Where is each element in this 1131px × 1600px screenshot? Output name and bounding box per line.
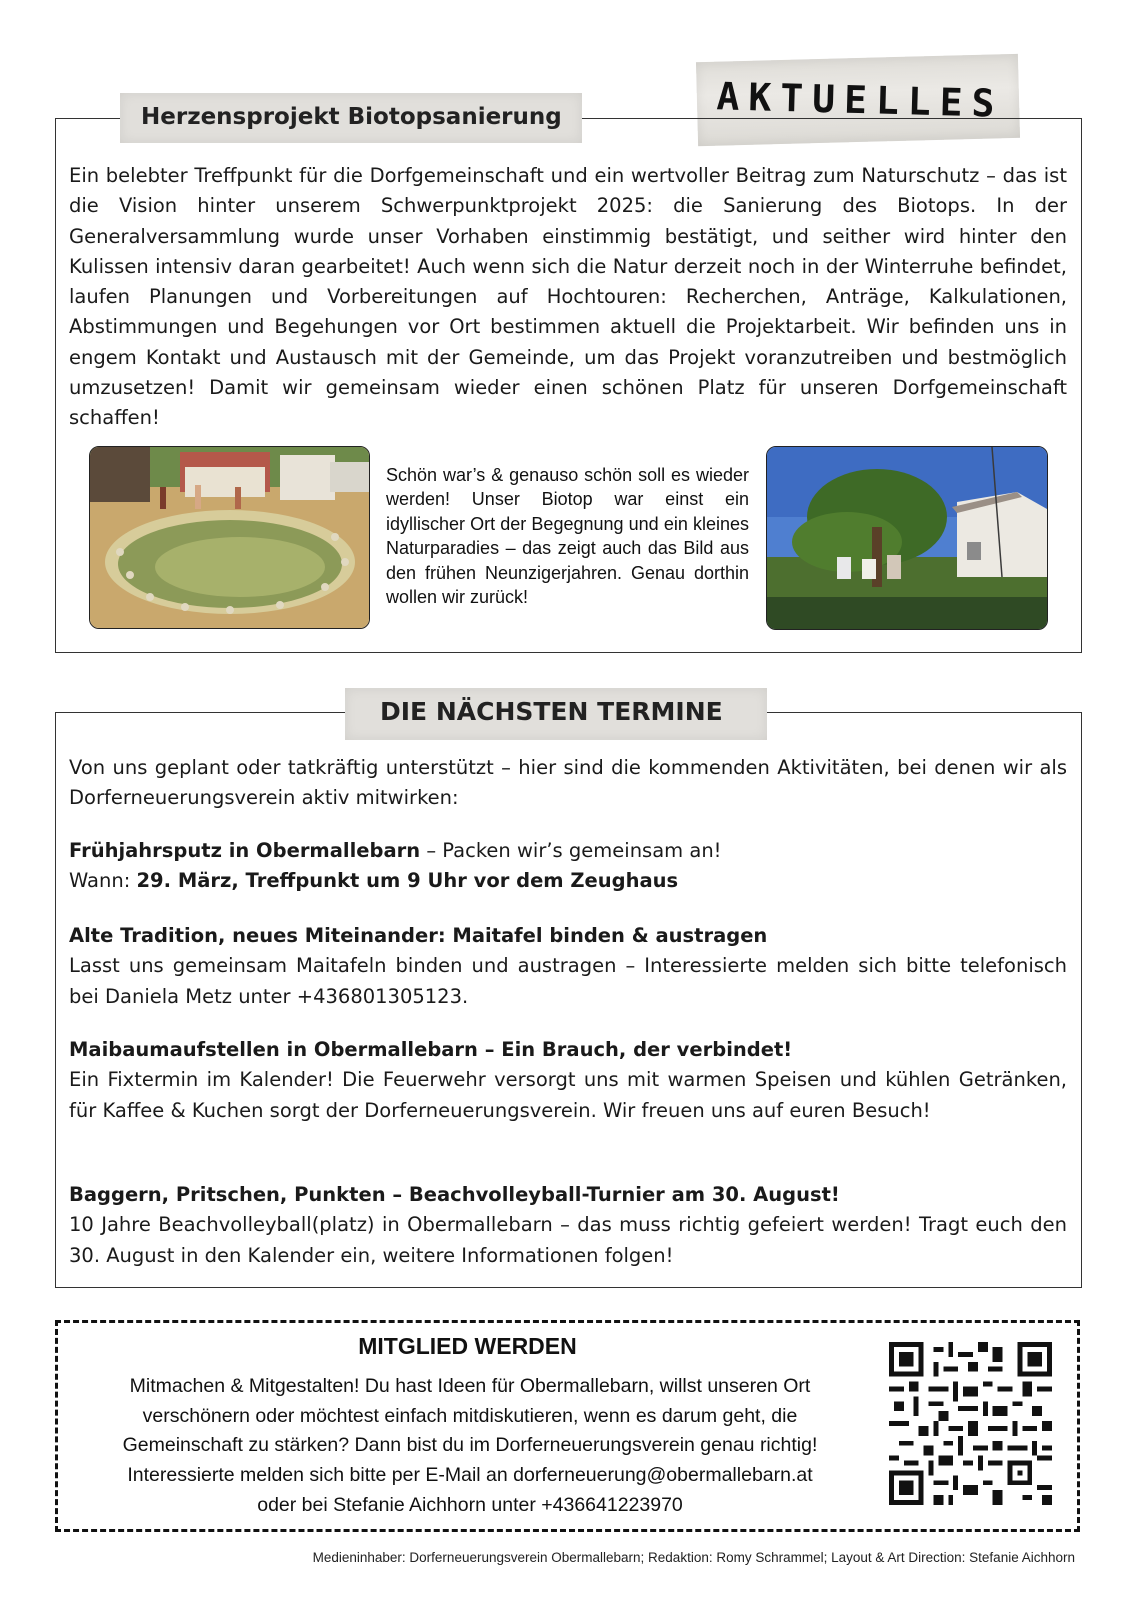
membership-title: MITGLIED WERDEN [358, 1333, 577, 1359]
event-title: Frühjahrsputz in Obermallebarn [69, 839, 421, 862]
event-when-label: Wann: [69, 869, 137, 893]
membership-line: oder bei Stefanie Aichhorn unter +436641223970 [257, 1493, 683, 1516]
termine-title: DIE NÄCHSTEN TERMINE [380, 697, 723, 726]
event-maitafel [69, 921, 1067, 1012]
biotop-body: Ein belebter Treffpunkt für die Dorfgemeinschaft und ein wertvoller Beitrag zum Naturschutz – das ist die Vision hinter unserem Schwerpunktprojekt 2025: die Sanierung des Biotops. In der Generalversammlung wurde unser Vorhaben einstimmig bestätigt, und seither wird hinter den Kulissen intensiv daran gearbeitet! Auch wenn sich die Natur derzeit noch in der Winterruhe befindet, laufen Planungen und Vorbereitungen auf Hochtouren: Recherchen, Anträge, Kalkulationen, Abstimmungen und Begehungen vor Ort bestimmen aktuell die Projektarbeit. Wir befinden uns in engem Kontakt und Austausch mit der Gemeinde, um das Projekt voranzutreiben und bestmöglich umzusetzen! Damit wir gemeinsam wieder einen schönen Platz für unseren Dorfgemeinschaft schaffen! [69, 164, 1067, 430]
biotop-photo-caption: Schön war’s & genauso schön soll es wieder werden! Unser Biotop war einst ein idyllischer Ort der Begegnung und ein kleines Naturparadies – das zeigt auch das Bild aus den frühen Neunzigerjahren. Genau dorthin wollen wir zurück! [386, 465, 749, 608]
event-title: Baggern, Pritschen, Punkten – Beachvolleyball-Turnier am 30. August! [69, 1183, 840, 1206]
membership-line: Interessierte melden sich bitte per E-Mail an dorferneuerung@obermallebarn.at [127, 1464, 813, 1487]
event-when: 29. März, Treffpunkt um 9 Uhr vor dem Zeughaus [136, 869, 679, 893]
event-subtitle: – Packen wir’s gemeinsam an! [420, 839, 722, 862]
biotop-nineties-photo [766, 446, 1048, 630]
footer-credits: Medieninhaber: Dorferneuerungsverein Obermallebarn; Redaktion: Romy Schrammel; Layout & Art Direction: Stefanie Aichhorn [312, 1550, 1075, 1565]
event-beachvolleyball [69, 1180, 1067, 1271]
event-maibaum [69, 1035, 1067, 1126]
event-body: Lasst uns gemeinsam Maitafeln binden und austragen – Interessierte melden sich bitte telefonisch bei Daniela Metz unter +436801305123. [69, 954, 1067, 1008]
membership-line: verschönern oder möchtest einfach mitdiskutieren, wenn es darum geht, die [142, 1404, 798, 1427]
membership-line: Mitmachen & Mitgestalten! Du hast Ideen für Obermallebarn, willst unseren Ort [129, 1375, 811, 1397]
event-body: 10 Jahre Beachvolleyball(platz) in Obermallebarn – das muss richtig gefeiert werden! Tragt euch den 30. August in den Kalender ein, weitere Informationen folgen! [69, 1213, 1067, 1267]
event-title: Maibaumaufstellen in Obermallebarn – Ein Brauch, der verbindet! [69, 1038, 793, 1061]
event-title: Alte Tradition, neues Miteinander: Maitafel binden & austragen [69, 924, 768, 947]
membership-text [75, 1372, 865, 1521]
section-header-aktuelles: AKTUELLES [716, 74, 1004, 126]
membership-line: Gemeinschaft zu stärken? Dann bist du im Dorferneuerungsverein genau richtig! [122, 1434, 818, 1457]
biotop-title: Herzensprojekt Biotopsanierung [141, 104, 562, 130]
event-fruehjahrsputz [69, 836, 1067, 897]
termine-intro: Von uns geplant oder tatkräftig unterstützt – hier sind die kommenden Aktivitäten, bei denen wir als Dorferneuerungsverein aktiv mitwirken: [69, 756, 1067, 810]
event-body: Ein Fixtermin im Kalender! Die Feuerwehr versorgt uns mit warmen Speisen und kühlen Getränken, für Kaffee & Kuchen sorgt der Dorferneuerungsverein. Wir freuen uns auf euren Besuch! [69, 1068, 1067, 1122]
biotop-old-photo [89, 446, 370, 629]
qr-code[interactable] [889, 1342, 1052, 1505]
